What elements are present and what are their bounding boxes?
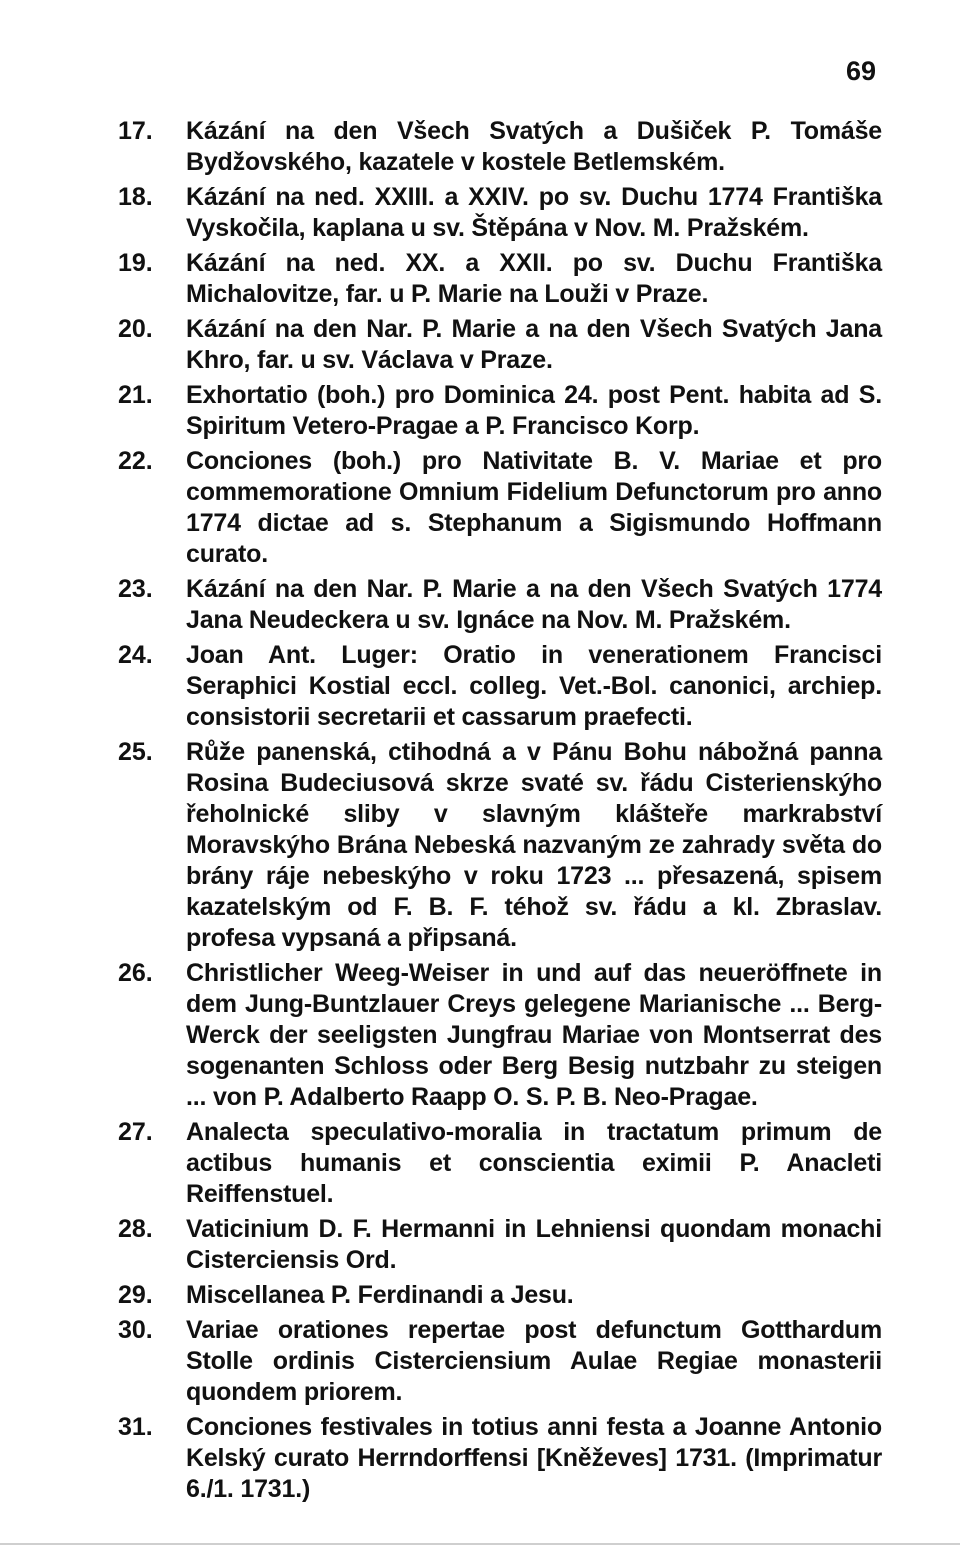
entry-text: Kázání na ned. XXIII. a XXIV. po sv. Duchu 1774 Františka Vyskočila, kaplana u sv. Štěpána v Nov. M. Pražském. (186, 183, 882, 242)
entry-number: 24. (118, 641, 153, 669)
list-item-28 (0, 1214, 960, 1276)
entry-text: Vaticinium D. F. Hermanni in Lehniensi quondam monachi Cisterciensis Ord. (186, 1215, 882, 1274)
list-item-30 (0, 1315, 960, 1408)
entry-number: 18. (118, 183, 153, 211)
entry-list (0, 116, 960, 1509)
list-item-24 (0, 640, 960, 733)
entry-text: Christlicher Weeg-Weiser in und auf das neueröffnete in dem Jung-Buntzlauer Creys gelegene Marianische ... Berg-Werck der seeligsten Jungfrau Mariae von Montserrat des sogenanten Schloss oder Berg Besig nutzbahr zu steigen ... von P. Adalberto Raapp O. S. P. B. Neo-Pragae. (186, 959, 882, 1111)
entry-number: 26. (118, 959, 153, 987)
entry-number: 20. (118, 315, 153, 343)
list-item-18 (0, 182, 960, 244)
list-item-25 (0, 737, 960, 954)
entry-text: Růže panenská, ctihodná a v Pánu Bohu nábožná panna Rosina Budeciusová skrze svaté sv. řádu Cisterienskýho řeholnické sliby v slavným klášteře markrabství Moravskýho Brána Nebeská nazvaným ze zahrady světa do brány ráje nebeskýho v roku 1723 ... přesazená, spisem kazatelským od F. B. F. téhož sv. řádu a kl. Zbraslav. profesa vypsaná a připsaná. (186, 738, 882, 952)
entry-text: Joan Ant. Luger: Oratio in venerationem Francisci Seraphici Kostial eccl. colleg. Vet.-Bol. canonici, archiep. consistorii secretarii et cassarum praefecti. (186, 641, 882, 731)
entry-number: 29. (118, 1281, 153, 1309)
page-number: 69 (845, 56, 876, 86)
entry-text: Miscellanea P. Ferdinandi a Jesu. (186, 1281, 574, 1309)
entry-text: Kázání na den Nar. P. Marie a na den Všech Svatých 1774 Jana Neudeckera u sv. Ignáce na Nov. M. Pražském. (186, 575, 882, 634)
entry-text: Kázání na den Nar. P. Marie a na den Všech Svatých Jana Khro, far. u sv. Václava v Praze. (186, 315, 882, 374)
entry-number: 31. (118, 1413, 153, 1441)
list-item-20 (0, 314, 960, 376)
list-item-27 (0, 1117, 960, 1210)
entry-text: Analecta speculativo-moralia in tractatum primum de actibus humanis et conscientia eximii P. Anacleti Reiffenstuel. (186, 1118, 882, 1208)
list-item-22 (0, 446, 960, 570)
entry-text: Conciones festivales in totius anni festa a Joanne Antonio Kelský curato Herrndorffensi [Kněževes] 1731. (Imprimatur 6./1. 1731.) (186, 1413, 882, 1503)
list-item-19 (0, 248, 960, 310)
entry-number: 30. (118, 1316, 153, 1344)
entry-number: 27. (118, 1118, 153, 1146)
list-item-21 (0, 380, 960, 442)
list-item-29 (0, 1280, 960, 1311)
entry-number: 25. (118, 738, 153, 766)
list-item-23 (0, 574, 960, 636)
bottom-rule (0, 1543, 960, 1545)
list-item-26 (0, 958, 960, 1113)
entry-text: Exhortatio (boh.) pro Dominica 24. post Pent. habita ad S. Spiritum Vetero-Pragae a P. Francisco Korp. (186, 381, 882, 440)
entry-number: 17. (118, 117, 153, 145)
entry-number: 23. (118, 575, 153, 603)
entry-text: Kázání na ned. XX. a XXII. po sv. Duchu Františka Michalovitze, far. u P. Marie na Louži v Praze. (186, 249, 882, 308)
entry-text: Variae orationes repertae post defunctum Gotthardum Stolle ordinis Cisterciensium Aulae Regiae monasterii quondem priorem. (186, 1316, 882, 1406)
entry-number: 28. (118, 1215, 153, 1243)
entry-number: 19. (118, 249, 153, 277)
entry-text: Kázání na den Všech Svatých a Dušiček P. Tomáše Bydžovského, kazatele v kostele Betlemském. (186, 117, 882, 176)
entry-number: 22. (118, 447, 153, 475)
list-item-17 (0, 116, 960, 178)
list-item-31 (0, 1412, 960, 1505)
entry-number: 21. (118, 381, 153, 409)
entry-text: Conciones (boh.) pro Nativitate B. V. Mariae et pro commemoratione Omnium Fidelium Defunctorum pro anno 1774 dictae ad s. Stephanum a Sigismundo Hoffmann curato. (186, 447, 882, 568)
